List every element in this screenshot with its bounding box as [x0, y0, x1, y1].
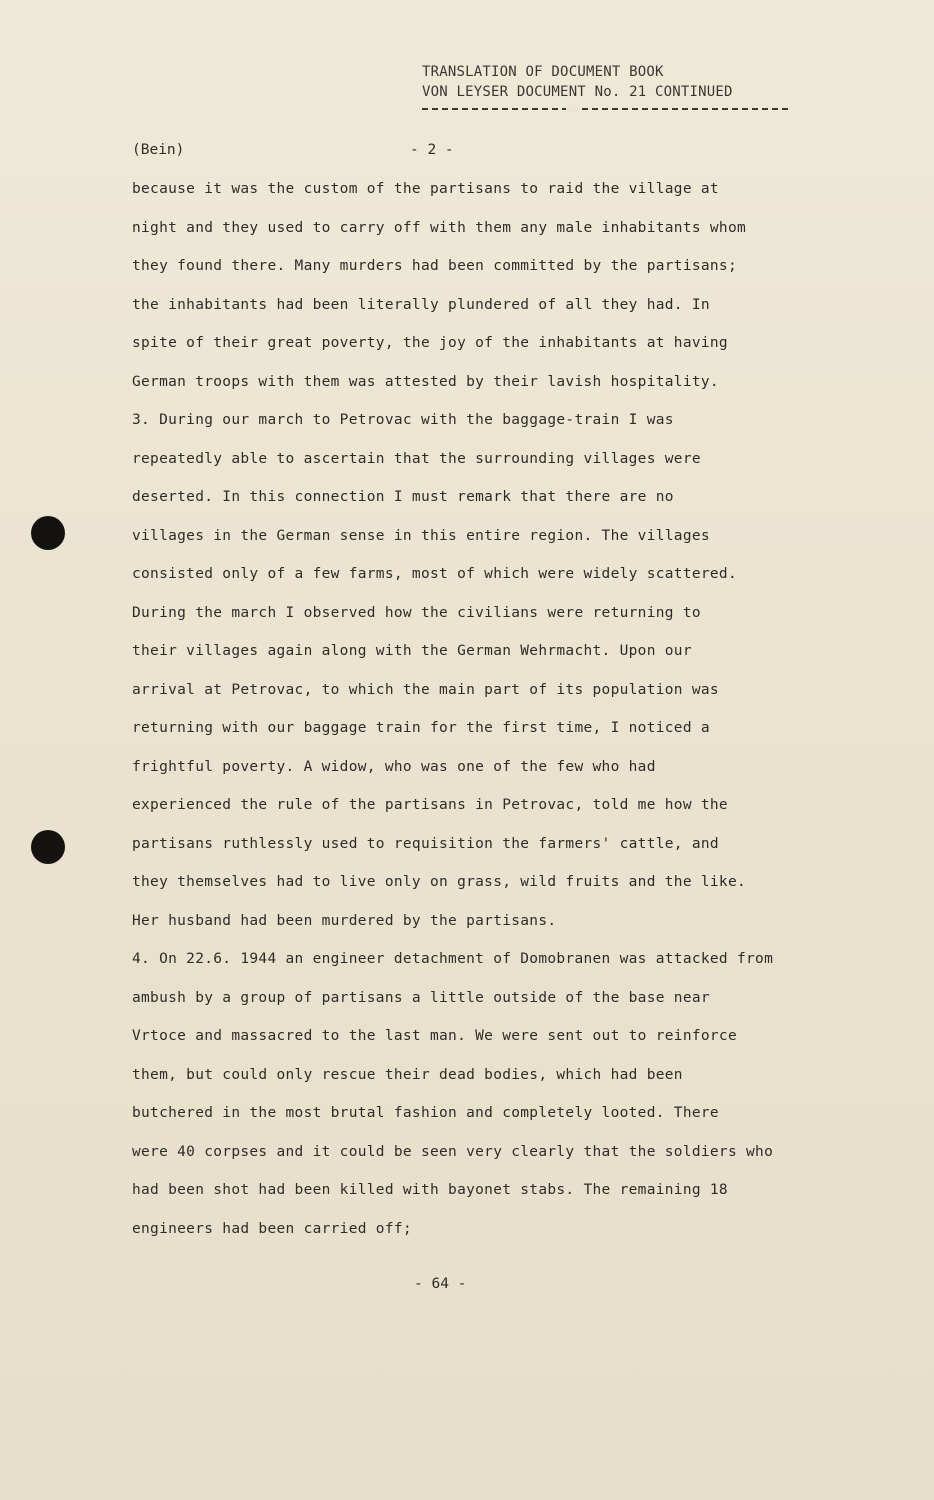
body-line: engineers had been carried off;	[132, 1220, 412, 1237]
body-line: During the march I observed how the civilians were returning to	[132, 604, 701, 621]
body-line: returning with our baggage train for the first time, I noticed a	[132, 720, 710, 736]
header-title-line-1: TRANSLATION OF DOCUMENT BOOK	[422, 64, 664, 80]
body-line: 4. On 22.6. 1944 an engineer detachment of Domobranen was attacked from	[132, 951, 774, 967]
body-line: spite of their great poverty, the joy of the inhabitants at having	[132, 335, 728, 351]
body-line: Vrtoce and massacred to the last man. We were sent out to reinforce	[132, 1028, 737, 1044]
body-line: frightful poverty. A widow, who was one of the few who had	[132, 758, 656, 775]
body-line: German troops with them was attested by their lavish hospitality.	[132, 373, 719, 390]
body-line: 3. During our march to Petrovac with the baggage-train I was	[132, 412, 674, 428]
body-line: experienced the rule of the partisans in Petrovac, told me how the	[132, 797, 728, 813]
body-line: because it was the custom of the partisans to raid the village at	[132, 181, 719, 197]
body-line: had been shot had been killed with bayonet stabs. The remaining 18	[132, 1182, 728, 1198]
body-line: deserted. In this connection I must remark that there are no	[132, 489, 674, 505]
document-header	[422, 62, 802, 102]
header-title-line-2: VON LEYSER DOCUMENT No. 21 CONTINUED	[422, 84, 733, 100]
body-line: butchered in the most brutal fashion and completely looted. There	[132, 1105, 719, 1121]
page-number-bottom: - 64 -	[414, 1276, 467, 1292]
document-body	[132, 178, 832, 1256]
body-line: they themselves had to live only on grass, wild fruits and the like.	[132, 874, 747, 890]
body-line: were 40 corpses and it could be seen very clearly that the soldiers who	[132, 1143, 774, 1160]
body-line: ambush by a group of partisans a little outside of the base near	[132, 989, 710, 1006]
body-line: partisans ruthlessly used to requisition the farmers' cattle, and	[132, 835, 719, 852]
body-line: them, but could only rescue their dead bodies, which had been	[132, 1066, 683, 1083]
body-line: consisted only of a few farms, most of which were widely scattered.	[132, 566, 737, 582]
body-line: they found there. Many murders had been committed by the partisans;	[132, 258, 737, 274]
body-line: their villages again along with the German Wehrmacht. Upon our	[132, 643, 692, 659]
witness-name: (Bein)	[132, 142, 185, 158]
header-underline	[422, 108, 788, 110]
body-line: night and they used to carry off with them any male inhabitants whom	[132, 219, 747, 236]
body-line: Her husband had been murdered by the partisans.	[132, 912, 557, 929]
body-line: repeatedly able to ascertain that the surrounding villages were	[132, 450, 701, 467]
punch-hole	[31, 516, 65, 550]
body-line: the inhabitants had been literally plundered of all they had. In	[132, 296, 710, 313]
page-number-top: - 2 -	[410, 142, 454, 158]
punch-hole	[31, 830, 65, 864]
body-line: villages in the German sense in this entire region. The villages	[132, 527, 710, 544]
body-line: arrival at Petrovac, to which the main part of its population was	[132, 681, 719, 698]
